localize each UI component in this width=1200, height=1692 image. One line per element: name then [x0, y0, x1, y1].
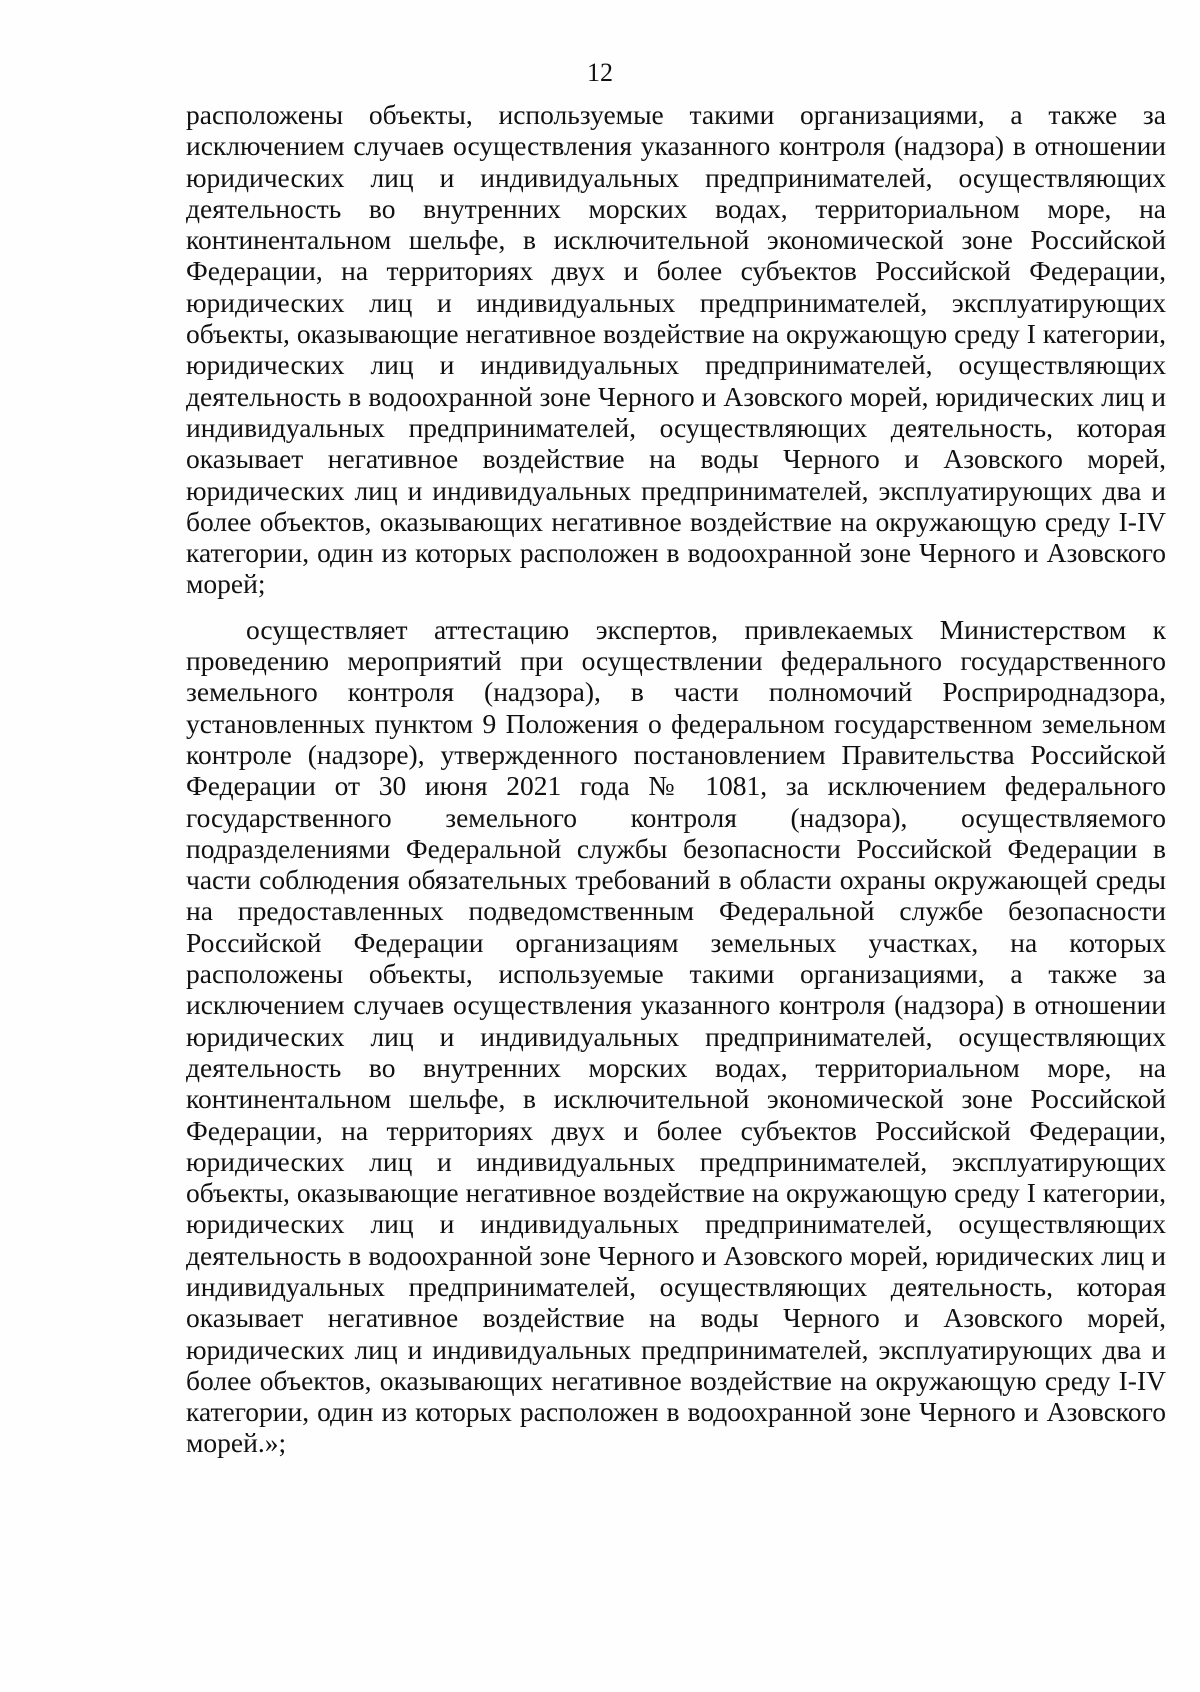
page-number: 12 — [587, 58, 613, 87]
document-body — [186, 99, 1166, 1459]
paragraph-continuation: расположены объекты, используемые такими организациями, а также за исключением случаев осуществления указанного контроля (надзора) в отношении юридических лиц и индивидуальных предпринимателей, осуществляющих деятельность во внутренних морских водах, территориальном море, на континентальном шельфе, в исключительной экономической зоне Российской Федерации, на территориях двух и более субъектов Российской Федерации, юридических лиц и индивидуальных предпринимателей, эксплуатирующих объекты, оказывающие негативное воздействие на окружающую среду I категории, юридических лиц и индивидуальных предпринимателей, осуществляющих деятельность в водоохранной зоне Черного и Азовского морей, юридических лиц и индивидуальных предпринимателей, осуществляющих деятельность, которая оказывает негативное воздействие на воды Черного и Азовского морей, юридических лиц и индивидуальных предпринимателей, эксплуатирующих два и более объектов, оказывающих негативное воздействие на окружающую среду I-IV категории, один из которых расположен в водоохранной зоне Черного и Азовского морей; — [186, 99, 1166, 600]
paragraph-expert-attestation: осуществляет аттестацию экспертов, привлекаемых Министерством к проведению мероприятий при осуществлении федерального государственного земельного контроля (надзора), в части полномочий Росприроднадзора, установленных пунктом 9 Положения о федеральном государственном земельном контроле (надзоре), утвержденного постановлением Правительства Российской Федерации от 30 июня 2021 года № 1081, за исключением федерального государственного земельного контроля (надзора), осуществляемого подразделениями Федеральной службы безопасности Российской Федерации в части соблюдения обязательных требований в области охраны окружающей среды на предоставленных подведомственным Федеральной службе безопасности Российской Федерации организациям земельных участках, на которых расположены объекты, используемые такими организациями, а также за исключением случаев осуществления указанного контроля (надзора) в отношении юридических лиц и индивидуальных предпринимателей, осуществляющих деятельность во внутренних морских водах, территориальном море, на континентальном шельфе, в исключительной экономической зоне Российской Федерации, на территориях двух и более субъектов Российской Федерации, юридических лиц и индивидуальных предпринимателей, эксплуатирующих объекты, оказывающие негативное воздействие на окружающую среду I категории, юридических лиц и индивидуальных предпринимателей, осуществляющих деятельность в водоохранной зоне Черного и Азовского морей, юридических лиц и индивидуальных предпринимателей, осуществляющих деятельность, которая оказывает негативное воздействие на воды Черного и Азовского морей, юридических лиц и индивидуальных предпринимателей, эксплуатирующих два и более объектов, оказывающих негативное воздействие на окружающую среду I-IV категории, один из которых расположен в водоохранной зоне Черного и Азовского морей.»; — [186, 613, 1166, 1459]
